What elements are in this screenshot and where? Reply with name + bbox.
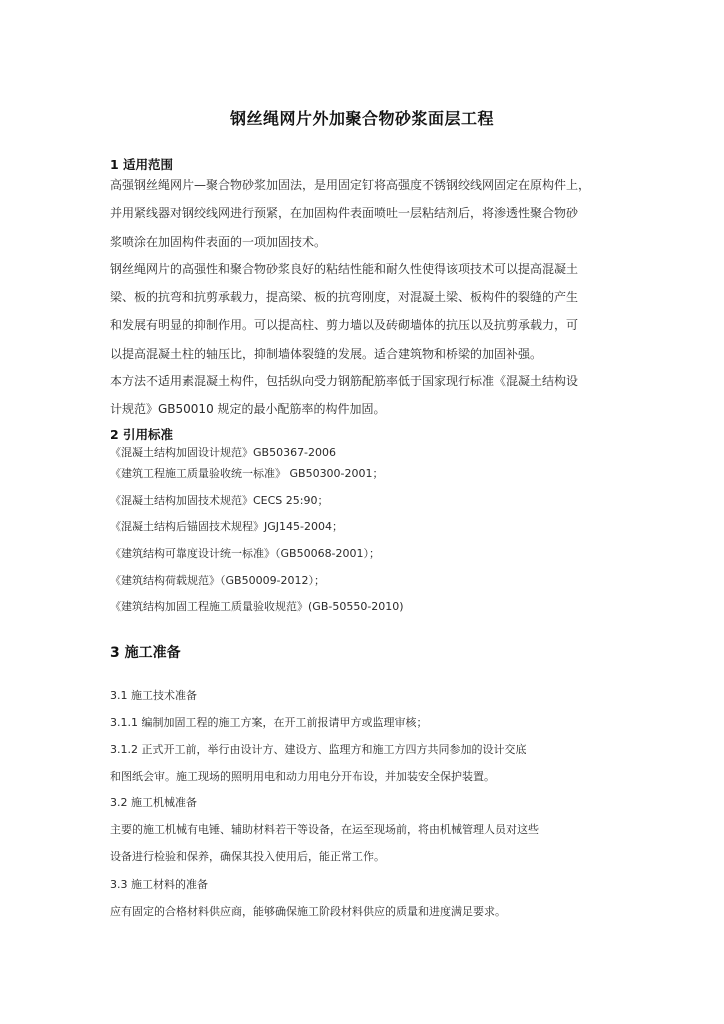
s1-line-4: 钢丝绳网片的高强性和聚合物砂浆良好的粘结性能和耐久性使得该项技术可以提高混凝土 — [110, 262, 579, 276]
s3-item: 3.2 施工机械准备 — [110, 796, 197, 809]
s1-line-1: 高强钢丝绳网片—聚合物砂浆加固法，是用固定钉将高强度不锈钢绞线网固定在原构件上， — [110, 178, 591, 192]
s1-line-3: 浆喷涂在加固构件表面的一项加固技术。 — [110, 235, 327, 249]
s1-line-6: 和发展有明显的抑制作用。可以提高柱、剪力墙以及砖砌墙体的抗压以及抗剪承载力，可 — [110, 318, 579, 332]
document-title: 钢丝绳网片外加聚合物砂浆面层工程 — [229, 109, 494, 128]
s3-item: 应有固定的合格材料供应商，能够确保施工阶段材料供应的质量和进度满足要求。 — [110, 905, 506, 918]
ref-item: 《建筑结构荷载规范》（GB50009-2012）； — [110, 574, 326, 587]
ref-item: 《建筑工程施工质量验收统一标准》 GB50300-2001； — [110, 467, 384, 480]
section-3-heading: 3 施工准备 — [110, 645, 181, 661]
s3-item: 3.1.2 正式开工前，举行由设计方、建设方、监理方和施工方四方共同参加的设计交底 — [110, 743, 527, 756]
section-2-heading: 2 引用标准 — [110, 427, 174, 442]
s3-item: 3.3 施工材料的准备 — [110, 878, 208, 891]
ref-item: 《混凝土结构加固技术规范》CECS 25:90； — [110, 494, 329, 507]
ref-item: 《建筑结构加固工程施工质量验收规范》(GB-50550-2010) — [110, 600, 404, 613]
ref-item: 《混凝土结构加固设计规范》GB50367-2006 — [110, 446, 337, 459]
s1-line-2: 并用紧线器对钢绞线网进行预紧，在加固构件表面喷吐一层粘结剂后，将渗透性聚合物砂 — [110, 206, 579, 220]
s3-item: 和图纸会审。施工现场的照明用电和动力用电分开布设，并加装安全保护装置。 — [110, 770, 495, 783]
s3-item: 3.1.1 编制加固工程的施工方案，在开工前报请甲方或监理审核； — [110, 716, 428, 729]
section-1-heading: 1 适用范围 — [110, 157, 174, 172]
s1-line-8: 本方法不适用素混凝土构件，包括纵向受力钢筋配筋率低于国家现行标准《混凝土结构设 — [110, 374, 579, 388]
s1-line-7: 以提高混凝土柱的轴压比，抑制墙体裂缝的发展。适合建筑物和桥梁的加固补强。 — [110, 347, 543, 361]
ref-item: 《建筑结构可靠度设计统一标准》（GB50068-2001）； — [110, 547, 381, 560]
s1-line-9: 计规范》GB50010 规定的最小配筋率的构件加固。 — [110, 402, 386, 416]
s3-item: 主要的施工机械有电锤、辅助材料若干等设备，在运至现场前，将由机械管理人员对这些 — [110, 823, 539, 836]
s3-item: 设备进行检验和保养，确保其投入使用后，能正常工作。 — [110, 850, 385, 863]
s3-item: 3.1 施工技术准备 — [110, 689, 197, 702]
s1-line-5: 梁、板的抗弯和抗剪承载力，提高梁、板的抗弯刚度，对混凝土梁、板构件的裂缝的产生 — [110, 290, 579, 304]
ref-item: 《混凝土结构后锚固技术规程》JGJ145-2004； — [110, 520, 343, 533]
